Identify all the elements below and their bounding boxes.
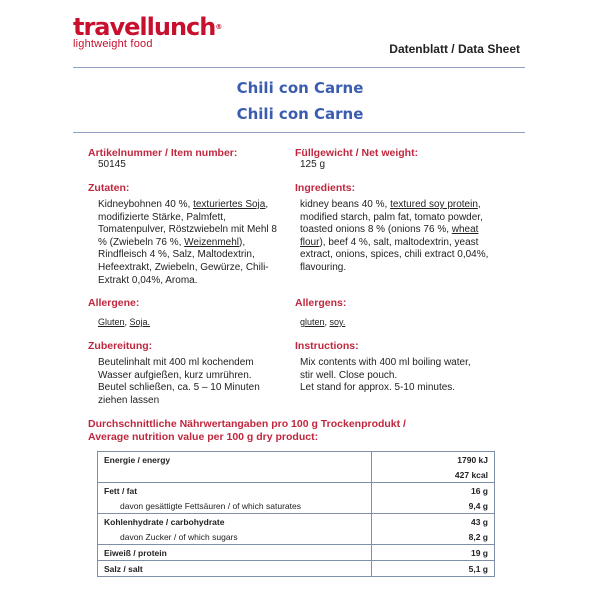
preparation-line: Wasser aufgießen, kurz umrühren.: [98, 369, 252, 381]
preparation-line: ziehen lassen: [98, 394, 160, 406]
sheet-title: Datenblatt / Data Sheet: [389, 42, 520, 56]
nutrient-name: Fett / fat: [98, 483, 372, 499]
product-name-de: Chili con Carne: [236, 79, 364, 97]
nutrition-heading-en: Average nutrition value per 100 g dry product:: [88, 431, 319, 443]
instructions-line: Let stand for approx. 5-10 minutes.: [300, 382, 456, 394]
nutrient-name: Energie / energy: [98, 452, 372, 468]
preparation-de-label: Zubereitung:: [88, 340, 153, 352]
ingredients-de-part: Kidneybohnen 40 %,: [98, 199, 194, 210]
ingredients-de-part: , modifizierte Stärke, Palmfett, Tomatenpulver, Röstzwiebeln mit Mehl 8 % (Zwiebeln 76 %,: [98, 199, 277, 248]
allergen-item: Soja.: [129, 317, 151, 327]
nutrient-value: 427 kcal: [372, 467, 495, 483]
brand-name: travellunch: [73, 13, 216, 41]
allergen-separator: ,: [324, 317, 330, 327]
nutrient-value: 1790 kJ: [372, 452, 495, 468]
net-weight-value: 125 g: [300, 159, 326, 170]
nutrition-heading-de: Durchschnittliche Nährwertangaben pro 100 g Trockenprodukt /: [88, 418, 406, 430]
nutrient-name: Eiweiß / protein: [98, 545, 372, 561]
ingredients-de-label: Zutaten:: [88, 182, 130, 194]
allergen-highlight: Weizenmehl: [184, 236, 239, 248]
allergen-item: Gluten: [98, 317, 125, 327]
brand-logo: [73, 14, 221, 50]
allergen-highlight: texturiertes Soja: [193, 199, 266, 210]
nutrient-value: 16 g: [372, 483, 495, 499]
allergens-en-text: [300, 316, 345, 329]
nutrient-name: Kohlenhydrate / carbohydrate: [98, 514, 372, 530]
table-row: [98, 514, 495, 530]
registered-mark: ®: [215, 23, 222, 31]
nutrient-value: 5,1 g: [372, 561, 495, 577]
table-row: [98, 561, 495, 577]
instructions-line: stir well. Close pouch.: [300, 369, 398, 381]
nutrient-value: 19 g: [372, 545, 495, 561]
product-name-en: Chili con Carne: [236, 105, 364, 123]
table-row: [98, 452, 495, 468]
nutrition-table: [97, 451, 495, 577]
title-divider: [73, 132, 525, 133]
allergen-highlight: wheat flour: [300, 224, 479, 248]
instructions-en-label: Instructions:: [295, 340, 359, 352]
ingredients-en-part: kidney beans 40 %,: [300, 199, 391, 210]
preparation-line: Beutel schließen, ca. 5 – 10 Minuten: [98, 382, 260, 394]
instructions-en-text: [300, 357, 510, 395]
instructions-line: Mix contents with 400 ml boiling water,: [300, 357, 471, 368]
item-number-value: 50145: [98, 159, 126, 170]
table-row: [98, 467, 495, 483]
ingredients-en-part: , modified starch, palm fat, tomato powder, toasted onions 8 % (onions 76 %,: [300, 199, 483, 236]
brand-wordmark: [73, 14, 221, 40]
nutrient-name: Salz / salt: [98, 561, 372, 577]
net-weight-label: Füllgewicht / Net weight:: [295, 147, 419, 159]
nutrient-name: davon gesättigte Fettsäuren / of which saturates: [98, 498, 372, 514]
nutrition-heading: [88, 418, 406, 444]
allergen-item: gluten: [300, 317, 325, 327]
nutrient-value: 8,2 g: [372, 529, 495, 545]
nutrient-name: davon Zucker / of which sugars: [98, 529, 372, 545]
item-number-label: Artikelnummer / Item number:: [88, 147, 238, 159]
ingredients-de-text: [98, 199, 288, 287]
allergens-de-label: Allergene:: [88, 297, 140, 309]
nutrient-name: [98, 467, 372, 483]
table-row: [98, 545, 495, 561]
brand-tagline: lightweight food: [73, 38, 153, 50]
ingredients-en-text: [300, 199, 495, 275]
ingredients-en-label: Ingredients:: [295, 182, 356, 194]
preparation-de-text: [98, 357, 298, 407]
table-row: [98, 498, 495, 514]
ingredients-en-part: ), beef 4 %, salt, maltodextrin, yeast extract, onions, spices, chili extract 0,04%, flavouring.: [300, 236, 489, 273]
allergens-de-text: [98, 316, 150, 329]
header-divider: [73, 67, 525, 68]
table-row: [98, 529, 495, 545]
allergen-item: soy.: [329, 317, 346, 327]
nutrient-value: 43 g: [372, 514, 495, 530]
allergen-highlight: textured soy protein: [390, 199, 478, 210]
nutrient-value: 9,4 g: [372, 498, 495, 514]
table-row: [98, 483, 495, 499]
allergens-en-label: Allergens:: [295, 297, 347, 309]
preparation-line: Beutelinhalt mit 400 ml kochendem: [98, 357, 254, 368]
ingredients-de-part: ), Rindfleisch 4 %, Salz, Maltodextrin, Hefeextrakt, Zwiebeln, Gewürze, Chili-Extrakt 0,04%, Aroma.: [98, 236, 269, 286]
allergen-separator: ,: [124, 317, 130, 327]
